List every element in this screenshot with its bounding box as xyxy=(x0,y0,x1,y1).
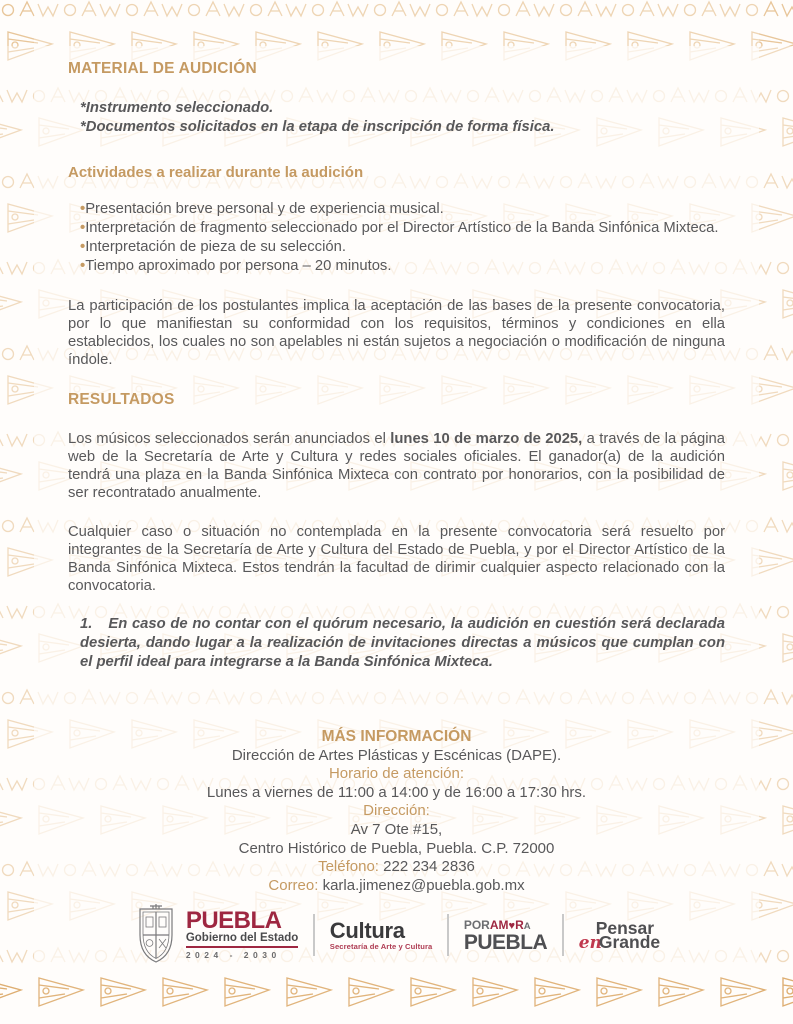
quorum-note xyxy=(80,615,725,672)
bullet-icon: • xyxy=(80,201,86,217)
en-grande-line xyxy=(578,931,661,953)
bullet-icon: • xyxy=(80,220,86,236)
email-value: karla.jimenez@puebla.gob.mx xyxy=(322,876,525,894)
schedule-value: Lunes a viernes de 11:00 a 14:00 y de 16:00 a 17:30 hrs. xyxy=(206,783,587,801)
phone-label: Teléfono: xyxy=(318,858,379,876)
list-item-text: Interpretación de fragmento seleccionado por el Director Artístico de la Banda Sinfónica Mixteca. xyxy=(85,220,719,236)
en-word: en xyxy=(578,932,602,953)
office-name: Dirección de Artes Plásticas y Escénicas (DAPE). xyxy=(231,746,562,764)
list-item xyxy=(80,219,725,238)
word-amor: AM xyxy=(489,917,509,932)
puebla-coat-of-arms-icon xyxy=(133,903,179,967)
more-info-heading: MÁS INFORMACIÓN xyxy=(321,728,472,745)
material-item: *Documentos solicitados en la etapa de inscripción de forma física. xyxy=(80,119,555,135)
footer-divider xyxy=(313,914,315,956)
address-label: Dirección: xyxy=(363,802,430,820)
bullet-icon: • xyxy=(80,239,86,255)
grande-word: Grande xyxy=(598,931,661,952)
list-item-text: Presentación breve personal y de experiencia musical. xyxy=(85,201,444,217)
participation-paragraph: La participación de los postulantes implica la aceptación de las bases de la presente convocatoria, por lo que manifiestan su conformidad con los requisitos, términos y condiciones en ella establecidos, los cuales no son apelables ni están sujetos a negociación o modificación de ninguna índole. xyxy=(68,298,725,368)
material-heading: MATERIAL DE AUDICIÓN xyxy=(68,60,257,77)
results-heading: RESULTADOS xyxy=(68,391,175,408)
results-paragraph-2: Cualquier caso o situación no contemplada en la presente convocatoria será resuelto por integrantes de la Secretaría de Arte y Cultura del Estado de Puebla, y por el Director Artístico de la Banda Sinfónica Mixteca. Estos tendrán la facultad de dirimir cualquier aspecto relacionado con la convocatoria. xyxy=(68,524,725,594)
footer-divider xyxy=(447,914,449,956)
list-item xyxy=(80,238,725,257)
list-item xyxy=(80,200,725,219)
pensar-en-grande-logo xyxy=(578,917,661,953)
cultura-title: Cultura xyxy=(329,917,405,943)
puebla-rule xyxy=(186,946,298,949)
note-text: En caso de no contar con el quórum necesario, la audición en cuestión será declarada desierta, dando lugar a la realización de invitaciones directas a músicos que cumplan con el perfil ideal para integrarse a la Banda Sinfónica Mixteca. xyxy=(80,616,725,670)
list-item xyxy=(80,257,725,276)
amor-puebla-word: PUEBLA xyxy=(463,930,548,954)
heart-icon: ♥ xyxy=(508,919,516,932)
more-info-section xyxy=(68,728,725,895)
cultura-logo xyxy=(329,917,433,951)
phone-value: 222 234 2836 xyxy=(383,858,475,876)
list-item-text: Interpretación de pieza de su selección. xyxy=(85,239,346,255)
word-amor-end: R xyxy=(515,917,524,932)
announcement-date: lunes 10 de marzo de 2025, xyxy=(390,431,583,447)
puebla-wordmark xyxy=(185,906,299,961)
puebla-title: PUEBLA xyxy=(185,906,282,934)
puebla-subtitle: Gobierno del Estado xyxy=(185,931,299,944)
list-item-text: Tiempo aproximado por persona – 20 minutos. xyxy=(85,258,392,274)
material-item: *Instrumento seleccionado. xyxy=(80,100,274,116)
puebla-government-logo xyxy=(133,903,298,967)
footer-divider xyxy=(562,914,564,956)
activities-heading: Actividades a realizar durante la audición xyxy=(68,164,364,181)
por-amor-a-puebla-logo xyxy=(464,919,547,952)
cultura-subtitle: Secretaría de Arte y Cultura xyxy=(329,941,433,951)
email-label: Correo: xyxy=(268,876,319,894)
address-line-1: Av 7 Ote #15, xyxy=(350,820,443,838)
schedule-label: Horario de atención: xyxy=(328,765,465,783)
address-line-2: Centro Histórico de Puebla, Puebla. C.P. 72000 xyxy=(238,839,555,857)
email-line xyxy=(68,877,725,896)
footer-logo-strip xyxy=(0,903,793,967)
phone-line xyxy=(68,858,725,877)
puebla-years: 2024 - 2030 xyxy=(185,950,281,961)
word-a: A xyxy=(523,920,531,932)
results-paragraph-1 xyxy=(68,430,725,502)
results-p1-pre: Los músicos seleccionados serán anunciados el xyxy=(68,431,391,447)
material-items xyxy=(80,99,725,137)
word-por: POR xyxy=(463,917,490,932)
note-number: 1. xyxy=(80,616,93,632)
bullet-icon: • xyxy=(80,258,86,274)
activities-list xyxy=(80,200,725,276)
pensar-word: Pensar xyxy=(595,917,655,938)
results-p1-post: a través de la página web de la Secretaría de Arte y Cultura y redes sociales oficiales. El ganador(a) de la audición tendrá una plaza en la Banda Sinfónica Mixteca con contrato por honorarios, con la posibilidad de ser recontratado anualmente. xyxy=(68,431,725,501)
